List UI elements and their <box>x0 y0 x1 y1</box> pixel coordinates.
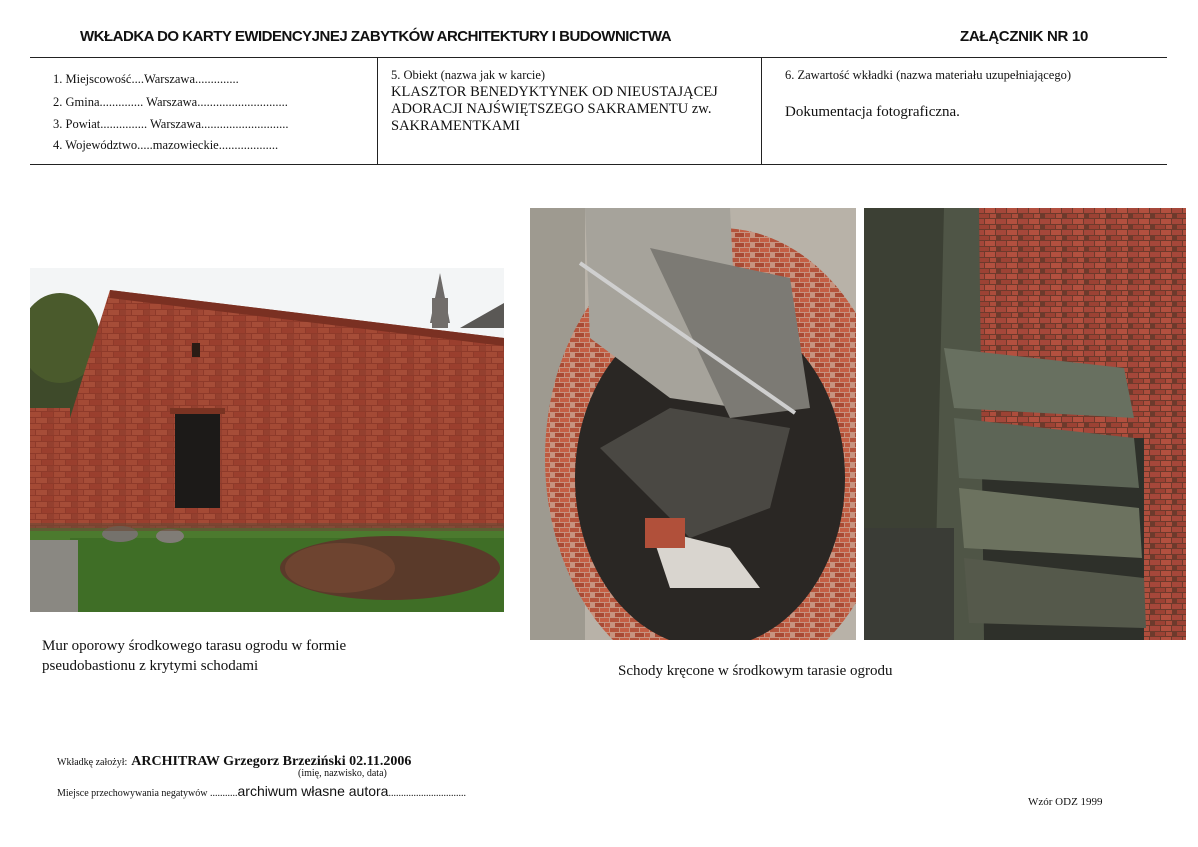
header-rule-top <box>30 57 1167 58</box>
object-name: KLASZTOR BENEDYKTYNEK OD NIEUSTAJĄCEJ ADORACJI NAJŚWIĘTSZEGO SAKRAMENTU zw. SAKRAMENTKAMI <box>391 84 718 134</box>
caption-right: Schody kręcone w środkowym tarasie ogrodu <box>618 663 893 679</box>
contents-label: 6. Zawartość wkładki (nazwa materiału uzupełniającego) <box>785 68 1071 82</box>
field-gmina: 2. Gmina.............. Warszawa............................. <box>53 95 288 109</box>
contents-value: Dokumentacja fotograficzna. <box>785 104 960 120</box>
founder-hint: (imię, nazwisko, data) <box>298 768 387 779</box>
column-divider-2 <box>761 57 762 164</box>
founder-value: ARCHITRAW Grzegorz Brzeziński 02.11.2006 <box>131 754 412 769</box>
template-version: Wzór ODZ 1999 <box>1028 796 1103 808</box>
column-divider-1 <box>377 57 378 164</box>
photo-spiral-stairs-top <box>530 208 856 640</box>
header-rule-bottom <box>30 164 1167 165</box>
object-label: 5. Obiekt (nazwa jak w karcie) <box>391 68 546 82</box>
photo-retaining-wall <box>30 268 504 612</box>
form-title: WKŁADKA DO KARTY EWIDENCYJNEJ ZABYTKÓW ARCHITEKTURY I BUDOWNICTWA <box>80 28 672 45</box>
storage-line <box>57 783 466 801</box>
field-powiat: 3. Powiat............... Warszawa............................ <box>53 117 289 131</box>
field-miejscowosc: 1. Miejscowość....Warszawa.............. <box>53 72 239 86</box>
photo-spiral-stairs-side <box>864 208 1186 640</box>
storage-value: archiwum własne autora <box>237 783 389 799</box>
storage-label: Miejsce przechowywania negatywów ........... <box>57 788 238 799</box>
founder-label: Wkładkę założył: <box>57 757 128 768</box>
storage-trail: ............................... <box>388 788 466 799</box>
caption-left: Mur oporowy środkowego tarasu ogrodu w formie pseudobastionu z krytymi schodami <box>42 638 347 674</box>
attachment-number: ZAŁĄCZNIK NR 10 <box>960 28 1089 45</box>
field-wojewodztwo: 4. Województwo.....mazowieckie................... <box>53 138 279 152</box>
